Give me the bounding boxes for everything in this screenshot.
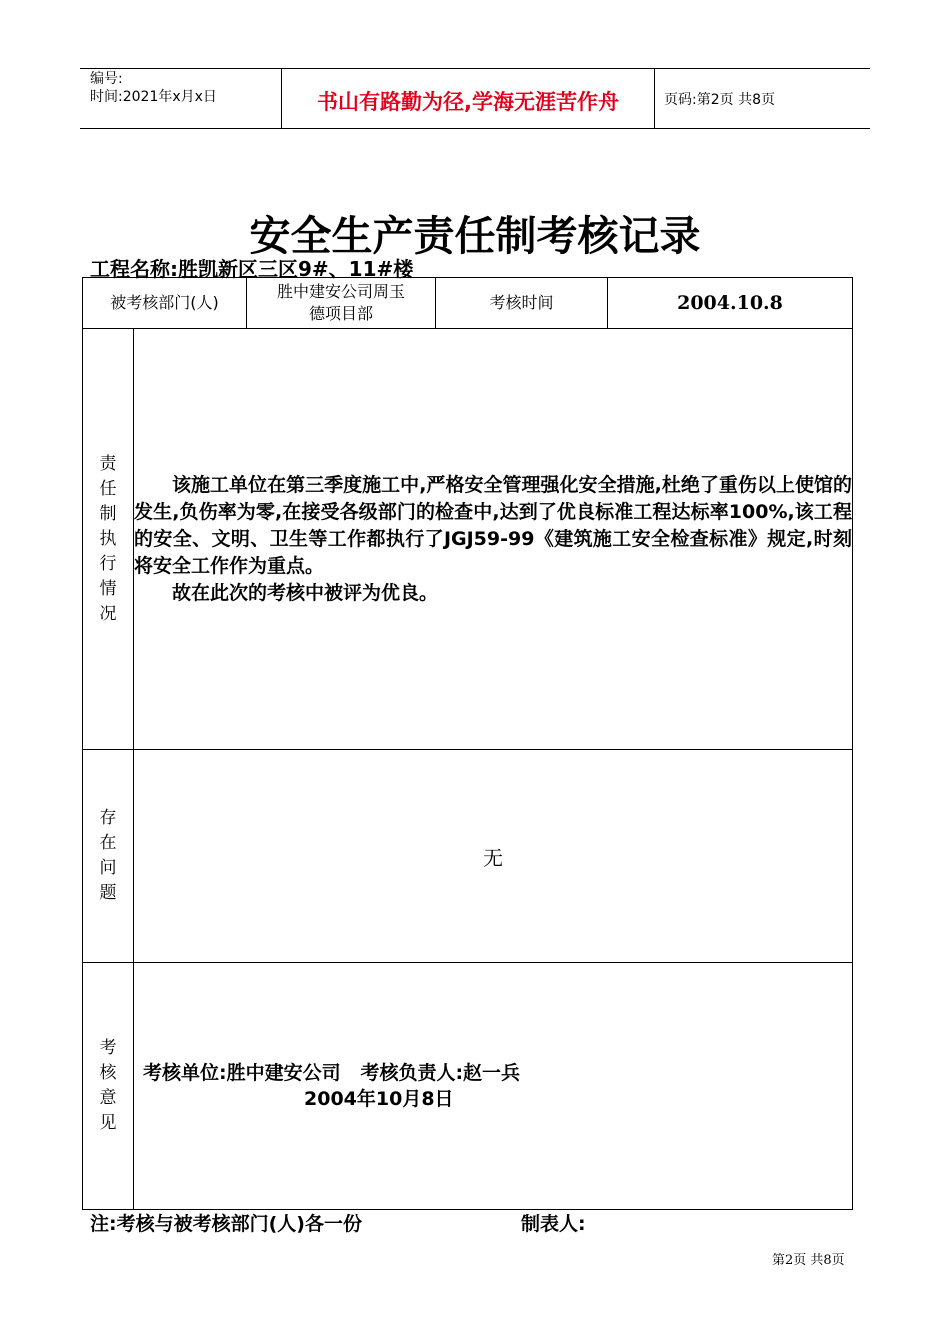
section1-label-char: 制 [99, 503, 117, 524]
footer-maker-label: 制表人: [521, 1213, 586, 1235]
section3-date-line: 2004年10月8日 [304, 1088, 454, 1110]
assessed-dept-label: 被考核部门(人) [83, 278, 247, 329]
section1-label-char: 责 [99, 453, 117, 474]
section1-label-char: 况 [99, 603, 117, 624]
document-title: 安全生产责任制考核记录 [249, 212, 701, 260]
section3-label-char: 考 [99, 1038, 117, 1058]
section1-label [83, 329, 134, 750]
section2-label-char: 题 [99, 883, 117, 903]
footer-page-info: 第2页 共8页 [772, 1253, 845, 1268]
header-page-code: 页码:第2页 共8页 [664, 92, 775, 108]
footer-note: 注:考核与被考核部门(人)各一份 [90, 1213, 362, 1235]
assess-time-value: 2004.10.8 [608, 278, 853, 329]
assessed-dept-value [247, 278, 436, 329]
section1-label-char: 任 [99, 478, 117, 499]
table-header-row [83, 278, 853, 329]
header-bottom-rule [80, 128, 870, 129]
assessed-dept-value-line1: 胜中建安公司周玉 [276, 282, 405, 301]
section1-content [134, 329, 853, 750]
section2-label-char: 问 [99, 858, 117, 878]
section-responsibility-row [83, 329, 853, 750]
section1-conclusion: 故在此次的考核中被评为优良。 [172, 581, 439, 604]
assessment-table [82, 277, 853, 1210]
section2-label [83, 750, 134, 963]
header-motto: 书山有路勤为径,学海无涯苦作舟 [317, 90, 619, 114]
header-time-label: 时间:2021年x月x日 [90, 89, 217, 105]
assess-time-label: 考核时间 [436, 278, 608, 329]
section1-label-char: 行 [99, 553, 117, 574]
header-top-rule [80, 68, 870, 69]
assessed-dept-value-line2: 德项目部 [308, 304, 373, 323]
section3-label-char: 见 [99, 1113, 117, 1133]
section3-label-char: 意 [99, 1088, 117, 1108]
section3-assessor-line: 考核单位:胜中建安公司 考核负责人:赵一兵 [143, 1062, 521, 1084]
header-divider-right [654, 68, 655, 129]
section2-label-char: 存 [99, 808, 117, 828]
section3-content [134, 963, 853, 1210]
header-number-label: 编号: [90, 71, 123, 87]
section-issues-row [83, 750, 853, 963]
section2-content: 无 [134, 750, 853, 963]
section-opinion-row [83, 963, 853, 1210]
project-name: 工程名称:胜凯新区三区9#、11#楼 [90, 257, 414, 281]
section2-label-char: 在 [99, 833, 117, 853]
section1-paragraph: 该施工单位在第三季度施工中,严格安全管理强化安全措施,杜绝了重伤以上使馆的发生,负伤率为零,在接受各级部门的检查中,达到了优良标准工程达标率100%,该工程的安全、文明、卫生等工作都执行了JGJ59-99《建筑施工安全检查标准》规定,时刻将安全工作作为重点。 [134, 473, 852, 577]
section3-label [83, 963, 134, 1210]
section1-label-char: 情 [99, 578, 117, 599]
section3-label-char: 核 [99, 1063, 117, 1083]
section1-label-char: 执 [99, 528, 117, 549]
